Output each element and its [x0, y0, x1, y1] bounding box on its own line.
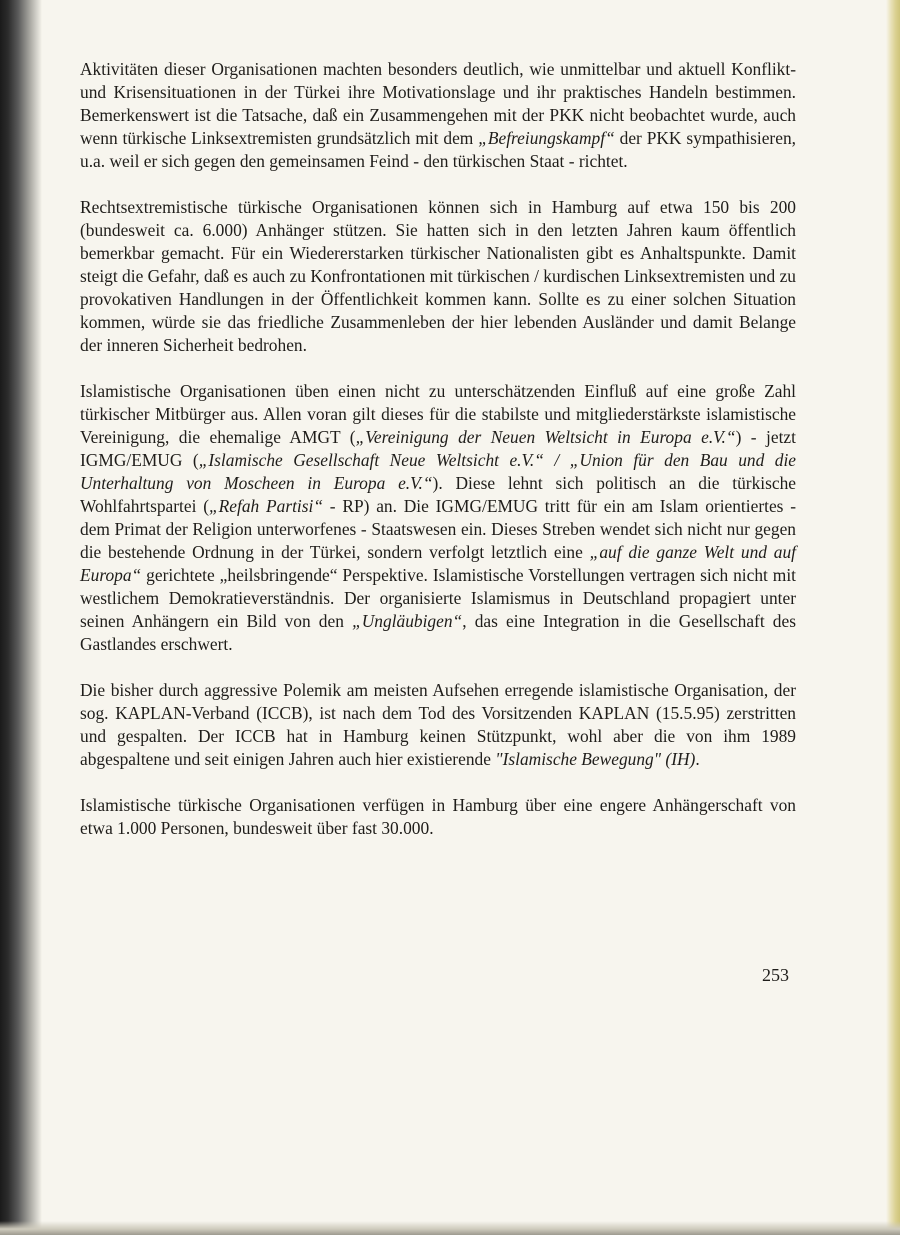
italic-text: „auf die ganze Welt und auf Europa“ [80, 542, 797, 585]
body-text [80, 58, 796, 863]
page-edge-bottom [0, 1221, 900, 1235]
text-run: . [695, 749, 700, 769]
text-run: , das eine Integration in die Gesellschaft des Gastlandes erschwert. [80, 611, 796, 654]
text-run: Aktivitäten dieser Organisationen machten besonders deutlich, wie unmittelbar und aktuell Konflikt- und Krisensituationen in der Türkei ihre Motivationslage und ihr praktisches Handeln bestimmen. Bemerkenswert ist die Tatsache, daß ein Zusammengehen mit der PKK nicht beobachtet wurde, auch wenn türkische Linksextremisten grundsätzlich mit dem [80, 59, 796, 148]
italic-text: „Refah Partisi“ [209, 496, 324, 516]
text-run: ). Diese lehnt sich politisch an die türkische Wohlfahrtspartei ( [80, 473, 796, 516]
text-run: gerichtete „heilsbringende“ Perspektive. Islamistische Vorstellungen vertragen sich nicht mit westlichem Demokratieverständnis. Der organisierte Islamismus in Deutschland propagiert unter seinen Anhängern ein Bild von den [80, 565, 796, 631]
paragraph [80, 679, 796, 771]
text-run: Islamistische türkische Organisationen verfügen in Hamburg über eine engere Anhängerschaft von etwa 1.000 Personen, bundesweit über fast 30.000. [80, 795, 796, 838]
italic-text: „Ungläubigen“ [352, 611, 463, 631]
paragraph [80, 794, 796, 840]
text-run: Islamistische Organisationen üben einen nicht zu unterschätzenden Einfluß auf eine große Zahl türkischer Mitbürger aus. Allen voran gilt dieses für die stabilste und mitgliederstärkste islamistische Vereinigung, die ehemalige AMGT ( [80, 381, 796, 447]
text-run: ) - jetzt IGMG/EMUG ( [80, 427, 796, 470]
page-edge-right [886, 0, 900, 1235]
paragraph [80, 58, 796, 173]
text-run: der PKK sympathisieren, u.a. weil er sich gegen den gemeinsamen Feind - den türkischen Staat - richtet. [80, 128, 796, 171]
paragraph [80, 380, 796, 656]
italic-text: „Vereinigung der Neuen Weltsicht in Europa e.V.“ [355, 427, 736, 447]
paragraph [80, 196, 796, 357]
binding-shadow [0, 0, 42, 1235]
italic-text: „Islamische Gesellschaft Neue Weltsicht e.V.“ / „Union für den Bau und die Unterhaltung von Moscheen in Europa e.V.“ [80, 450, 797, 493]
page-number: 253 [762, 965, 789, 985]
text-run: - RP) an. Die IGMG/EMUG tritt für ein am Islam orientiertes - dem Primat der Religion unterworfenes - Staatswesen ein. Dieses Streben wendet sich nicht nur gegen die bestehende Ordnung in der Türkei, sondern verfolgt letztlich eine [80, 496, 796, 562]
text-run: Die bisher durch aggressive Polemik am meisten Aufsehen erregende islamistische Organisation, der sog. KAPLAN-Verband (ICCB), ist nach dem Tod des Vorsitzenden KAPLAN (15.5.95) zerstritten und gespalten. Der ICCB hat in Hamburg keinen Stützpunkt, wohl aber die von ihm 1989 abgespaltene und seit einigen Jahren auch hier existierende [80, 680, 796, 769]
italic-text: „Befreiungskampf“ [478, 128, 615, 148]
italic-text: "Islamische Bewegung" (IH) [495, 749, 696, 769]
text-run: Rechtsextremistische türkische Organisationen können sich in Hamburg auf etwa 150 bis 200 (bundesweit ca. 6.000) Anhänger stützen. Sie hatten sich in den letzten Jahren kaum öffentlich bemerkbar gemacht. Für ein Wiedererstarken türkischer Nationalisten gibt es Anhaltspunkte. Damit steigt die Gefahr, daß es auch zu Konfrontationen mit türkischen / kurdischen Linksextremisten und zu provokativen Handlungen in der Öffentlichkeit kommen kann. Sollte es zu einer solchen Situation kommen, würde sie das friedliche Zusammenleben der hier lebenden Ausländer und damit Belange der inneren Sicherheit bedrohen. [80, 197, 796, 355]
